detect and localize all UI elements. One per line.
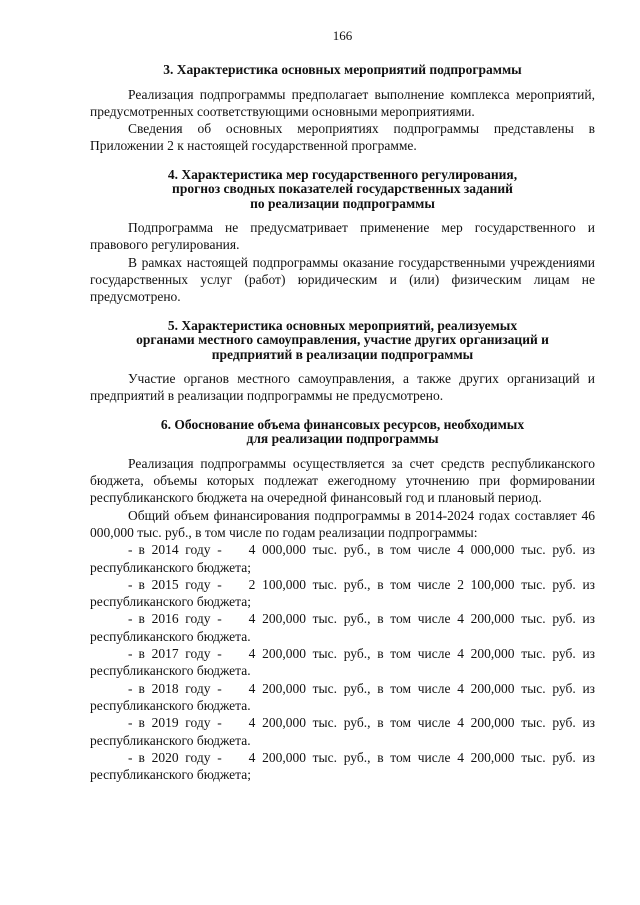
paragraph: Участие органов местного самоуправления, а также других организаций и предприятий в реализации подпрограммы не предусмотрено. xyxy=(90,371,595,404)
section-title-line: 4. Характеристика мер государственного регулирования, xyxy=(167,166,518,182)
section-5 xyxy=(90,319,595,405)
section-title-line: предприятий в реализации подпрограммы xyxy=(211,346,474,362)
paragraph: Подпрограмма не предусматривает применение мер государственного и правового регулирования. xyxy=(90,220,595,253)
paragraph: Общий объем финансирования подпрограммы в 2014-2024 годах составляет 46 000,000 тыс. руб., в том числе по годам реализации подпрограммы: xyxy=(90,507,595,540)
section-title-line: органами местного самоуправления, участие других организаций и xyxy=(136,332,549,348)
document-page xyxy=(90,28,595,796)
section-3 xyxy=(90,63,595,155)
year-funding-item: - в 2016 году - 4 200,000 тыс. руб., в том числе 4 200,000 тыс. руб. из республиканского бюджета. xyxy=(90,611,595,644)
section-title-line: 3. Характеристика основных мероприятий подпрограммы xyxy=(163,62,522,77)
section-6-title xyxy=(90,418,595,447)
section-title-line: для реализации подпрограммы xyxy=(246,431,439,447)
section-6 xyxy=(90,418,595,784)
year-funding-item: - в 2017 году - 4 200,000 тыс. руб., в том числе 4 200,000 тыс. руб. из республиканского бюджета. xyxy=(90,646,595,679)
section-title-line: по реализации подпрограммы xyxy=(250,195,435,211)
paragraph: Реализация подпрограммы предполагает выполнение комплекса мероприятий, предусмотренных соответствующими основными мероприятиями. xyxy=(90,86,595,119)
section-3-title xyxy=(90,63,595,78)
section-5-title xyxy=(90,319,595,363)
year-funding-item: - в 2019 году - 4 200,000 тыс. руб., в том числе 4 200,000 тыс. руб. из республиканского бюджета. xyxy=(90,715,595,748)
paragraph: В рамках настоящей подпрограммы оказание государственными учреждениями государственных услуг (работ) юридическим и (или) физическим лицам не предусмотрено. xyxy=(90,254,595,305)
year-funding-item: - в 2014 году - 4 000,000 тыс. руб., в том числе 4 000,000 тыс. руб. из республиканского бюджета; xyxy=(90,542,595,575)
year-funding-item: - в 2015 году - 2 100,000 тыс. руб., в том числе 2 100,000 тыс. руб. из республиканского бюджета; xyxy=(90,576,595,610)
section-4 xyxy=(90,168,595,306)
year-funding-item: - в 2018 году - 4 200,000 тыс. руб., в том числе 4 200,000 тыс. руб. из республиканского бюджета. xyxy=(90,680,595,713)
section-4-title xyxy=(90,168,595,212)
year-funding-item: - в 2020 году - 4 200,000 тыс. руб., в том числе 4 200,000 тыс. руб. из республиканского бюджета; xyxy=(90,749,595,783)
paragraph: Сведения об основных мероприятиях подпрограммы представлены в Приложении 2 к настоящей государственной программе. xyxy=(90,121,595,154)
paragraph: Реализация подпрограммы осуществляется за счет средств республиканского бюджета, объемы которых подлежат ежегодному уточнению при формировании республиканского бюджета на очередной финансовый год и плановый период. xyxy=(90,455,595,506)
section-title-line: 6. Обоснование объема финансовых ресурсов, необходимых xyxy=(160,416,525,432)
page-number: 166 xyxy=(332,28,353,43)
section-title-line: 5. Характеристика основных мероприятий, реализуемых xyxy=(167,317,518,333)
section-title-line: прогноз сводных показателей государственных заданий xyxy=(172,181,513,197)
